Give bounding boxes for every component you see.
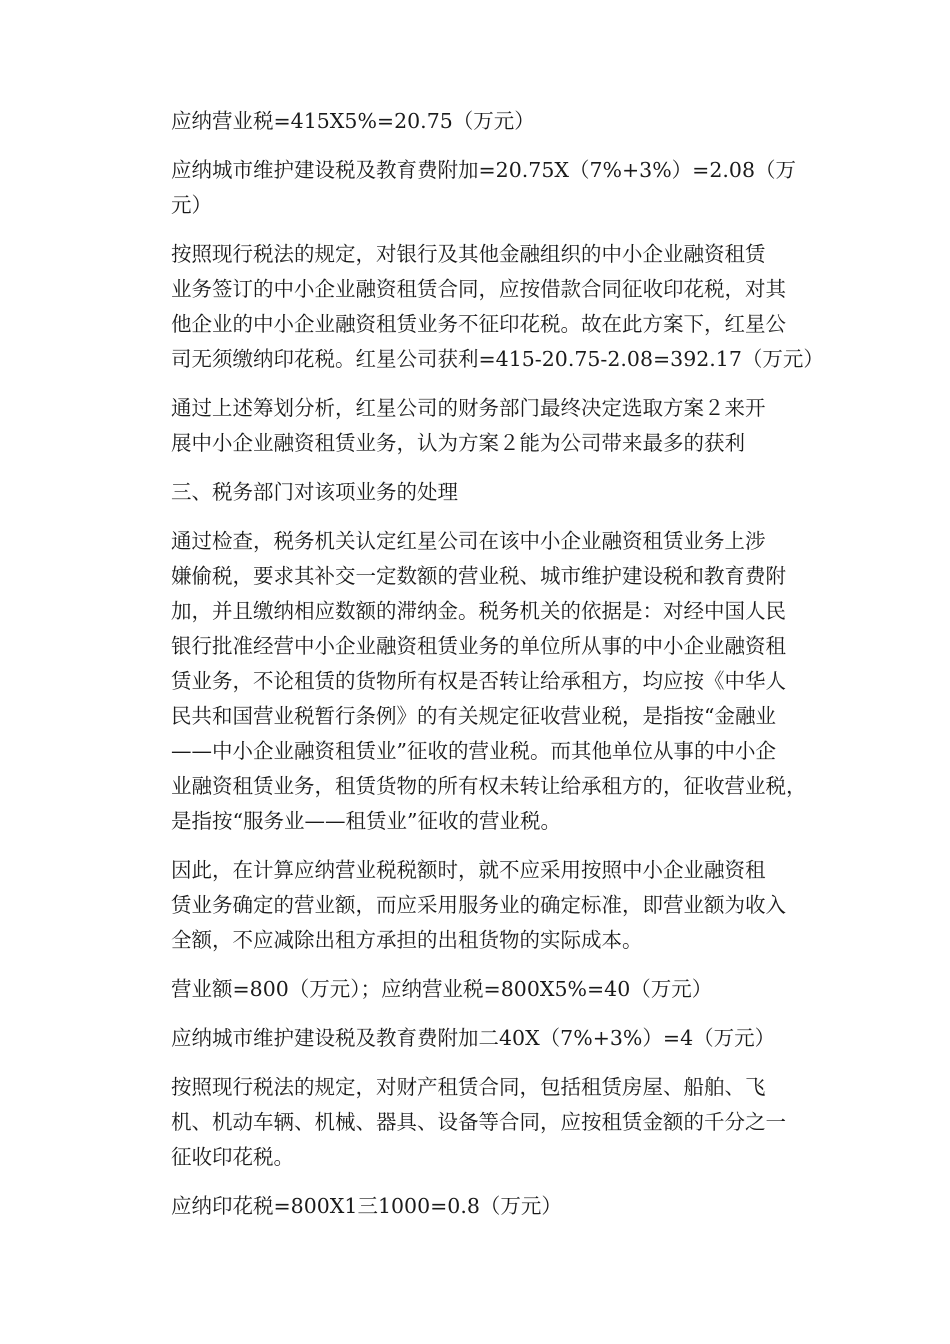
text-line: 嫌偷税，要求其补交一定数额的营业税、城市维护建设税和教育费附 — [171, 564, 786, 588]
text-line: ——中小企业融资租赁业”征收的营业税。而其他单位从事的中小企 — [171, 739, 776, 763]
document-body — [133, 104, 823, 1238]
paragraph-business-tax — [133, 104, 823, 139]
paragraph-urban-construction-tax — [133, 153, 823, 223]
text-line: 司无须缴纳印花税。红星公司获利=415-20.75-2.08=392.17（万元） — [171, 347, 824, 371]
text-line: 是指按“服务业——租赁业”征收的营业税。 — [171, 809, 561, 833]
heading-text: 三、税务部门对该项业务的处理 — [171, 480, 458, 504]
text-line: 赁业务确定的营业额，而应采用服务业的确定标准，即营业额为收入 — [171, 893, 786, 917]
paragraph-turnover-standard — [133, 853, 823, 958]
text-line: 因此，在计算应纳营业税税额时，就不应采用按照中小企业融资租 — [171, 858, 766, 882]
text-line: 应纳营业税=415X5%=20.75（万元） — [171, 109, 535, 133]
text-line: 银行批准经营中小企业融资租赁业务的单位所从事的中小企业融资租 — [171, 634, 786, 658]
paragraph-turnover-calc — [133, 972, 823, 1007]
paragraph-stamp-duty-rule — [133, 237, 823, 377]
text-line: 赁业务，不论租赁的货物所有权是否转让给承租方，均应按《中华人 — [171, 669, 786, 693]
paragraph-tax-authority-finding — [133, 524, 823, 839]
text-line: 机、机动车辆、机械、器具、设备等合同，应按租赁金额的千分之一 — [171, 1110, 786, 1134]
text-line: 业融资租赁业务，租赁货物的所有权未转让给承租方的，征收营业税， — [171, 774, 807, 798]
text-line: 通过上述筹划分析，红星公司的财务部门最终决定选取方案２来开 — [171, 396, 766, 420]
paragraph-surcharge-calc — [133, 1021, 823, 1056]
paragraph-stamp-duty-calc — [133, 1189, 823, 1224]
text-line: 民共和国营业税暂行条例》的有关规定征收营业税，是指按“金融业 — [171, 704, 776, 728]
text-line: 应纳城市维护建设税及教育费附加=20.75X（7%+3%）=2.08（万 — [171, 158, 796, 182]
text-line: 按照现行税法的规定，对财产租赁合同，包括租赁房屋、船舶、飞 — [171, 1075, 766, 1099]
text-line: 全额，不应减除出租方承担的出租货物的实际成本。 — [171, 928, 643, 952]
text-line: 业务签订的中小企业融资租赁合同，应按借款合同征收印花税，对其 — [171, 277, 786, 301]
text-line: 营业额=800（万元）；应纳营业税=800X5%=40（万元） — [171, 977, 713, 1001]
text-line: 征收印花税。 — [171, 1145, 294, 1169]
text-line: 应纳印花税=800X1三1000=0.8（万元） — [171, 1194, 562, 1218]
text-line: 按照现行税法的规定，对银行及其他金融组织的中小企业融资租赁 — [171, 242, 766, 266]
paragraph-lease-stamp-rule — [133, 1070, 823, 1175]
text-line: 元） — [171, 193, 212, 217]
text-line: 他企业的中小企业融资租赁业务不征印花税。故在此方案下，红星公 — [171, 312, 786, 336]
section-heading — [133, 475, 823, 510]
text-line: 展中小企业融资租赁业务，认为方案２能为公司带来最多的获利 — [171, 431, 745, 455]
text-line: 加，并且缴纳相应数额的滞纳金。税务机关的依据是：对经中国人民 — [171, 599, 786, 623]
text-line: 应纳城市维护建设税及教育费附加二40X（7%+3%）=4（万元） — [171, 1026, 776, 1050]
text-line: 通过检查，税务机关认定红星公司在该中小企业融资租赁业务上涉 — [171, 529, 766, 553]
paragraph-plan-decision — [133, 391, 823, 461]
